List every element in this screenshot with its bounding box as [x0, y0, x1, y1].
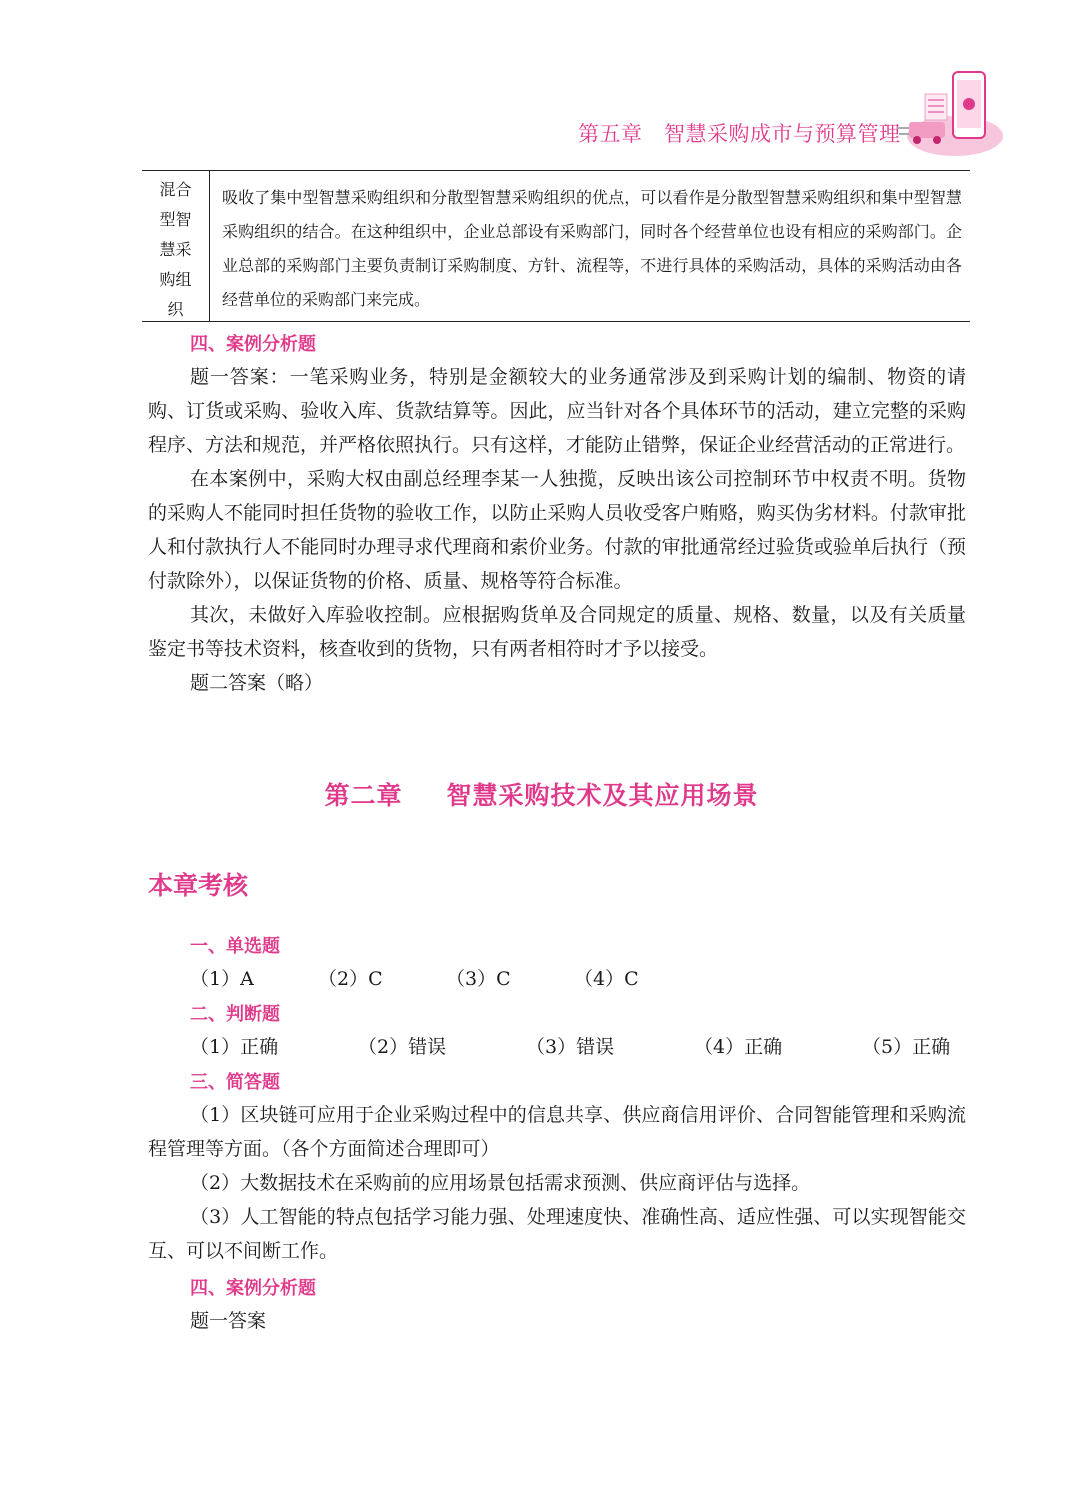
true-false-heading: 二、判断题 — [190, 1004, 280, 1025]
answer-item: （2）错误 — [358, 1036, 447, 1058]
short-answer-heading: 三、简答题 — [190, 1072, 280, 1093]
organization-table-row — [142, 170, 970, 322]
phone-delivery-illustration-icon — [895, 66, 1005, 166]
case-paragraph: 在本案例中，采购大权由副总经理李某一人独揽，反映出该公司控制环节中权责不明。货物的采购人不能同时担任货物的验收工作，以防止采购人员收受客户贿赂，购买伪劣材料。付款审批人和付款执行人不能同时办理寻求代理商和索价业务。付款的审批通常经过验货或验单后执行（预付款除外），以保证货物的价格、质量、规格等符合标准。 — [148, 468, 966, 592]
table-row-label: 混合型智慧采购组织 — [142, 171, 210, 321]
short-answer-paragraph: （1）区块链可应用于企业采购过程中的信息共享、供应商信用评价、合同智能管理和采购流程管理等方面。（各个方面简述合理即可） — [148, 1104, 966, 1160]
case-analysis-heading: 四、案例分析题 — [190, 334, 316, 355]
case-paragraph: 其次，未做好入库验收控制。应根据购货单及合同规定的质量、规格、数量，以及有关质量鉴定书等技术资料，核查收到的货物，只有两者相符时才予以接受。 — [148, 604, 966, 660]
single-choice-heading: 一、单选题 — [190, 936, 280, 957]
case-analysis-heading-2: 四、案例分析题 — [190, 1278, 316, 1299]
case-paragraph: 题二答案（略） — [190, 672, 324, 694]
answer-item: （4）正确 — [694, 1036, 783, 1058]
table-row-description: 吸收了集中型智慧采购组织和分散型智慧采购组织的优点，可以看作是分散型智慧采购组织和集中型智慧采购组织的结合。在这种组织中，企业总部设有采购部门，同时各个经营单位也设有相应的采购部门。企业总部的采购部门主要负责制订采购制度、方针、流程等，不进行具体的采购活动，具体的采购活动由各经营单位的采购部门来完成。 — [222, 188, 962, 309]
answer-item: （2）C — [318, 968, 383, 990]
case-paragraph: 题一答案：一笔采购业务，特别是金额较大的业务通常涉及到采购计划的编制、物资的请购、订货或采购、验收入库、货款结算等。因此，应当针对各个具体环节的活动，建立完整的采购程序、方法和规范，并严格依照执行。只有这样，才能防止错弊，保证企业经营活动的正常进行。 — [148, 366, 966, 456]
case-analysis-body — [148, 360, 966, 700]
answer-item: （1）A — [190, 968, 254, 990]
assessment-title: 本章考核 — [148, 871, 249, 900]
answer-item: （3）C — [446, 968, 511, 990]
short-answer-body — [148, 1098, 966, 1268]
chapter-number: 第二章 — [324, 781, 403, 810]
answer-item: （4）C — [574, 968, 639, 990]
short-answer-paragraph: （2）大数据技术在采购前的应用场景包括需求预测、供应商评估与选择。 — [190, 1172, 811, 1194]
running-header-title: 第五章 智慧采购成市与预算管理 — [578, 122, 901, 146]
chapter-name: 智慧采购技术及其应用场景 — [446, 781, 759, 810]
answer-item: （5）正确 — [862, 1036, 951, 1058]
answer-item: （3）错误 — [526, 1036, 615, 1058]
case-paragraph: 题一答案 — [190, 1310, 267, 1332]
answer-item: （1）正确 — [190, 1036, 279, 1058]
chapter-title — [0, 776, 1083, 812]
case-analysis-body-2 — [148, 1304, 966, 1338]
short-answer-paragraph: （3）人工智能的特点包括学习能力强、处理速度快、准确性高、适应性强、可以实现智能交互、可以不间断工作。 — [148, 1206, 966, 1262]
